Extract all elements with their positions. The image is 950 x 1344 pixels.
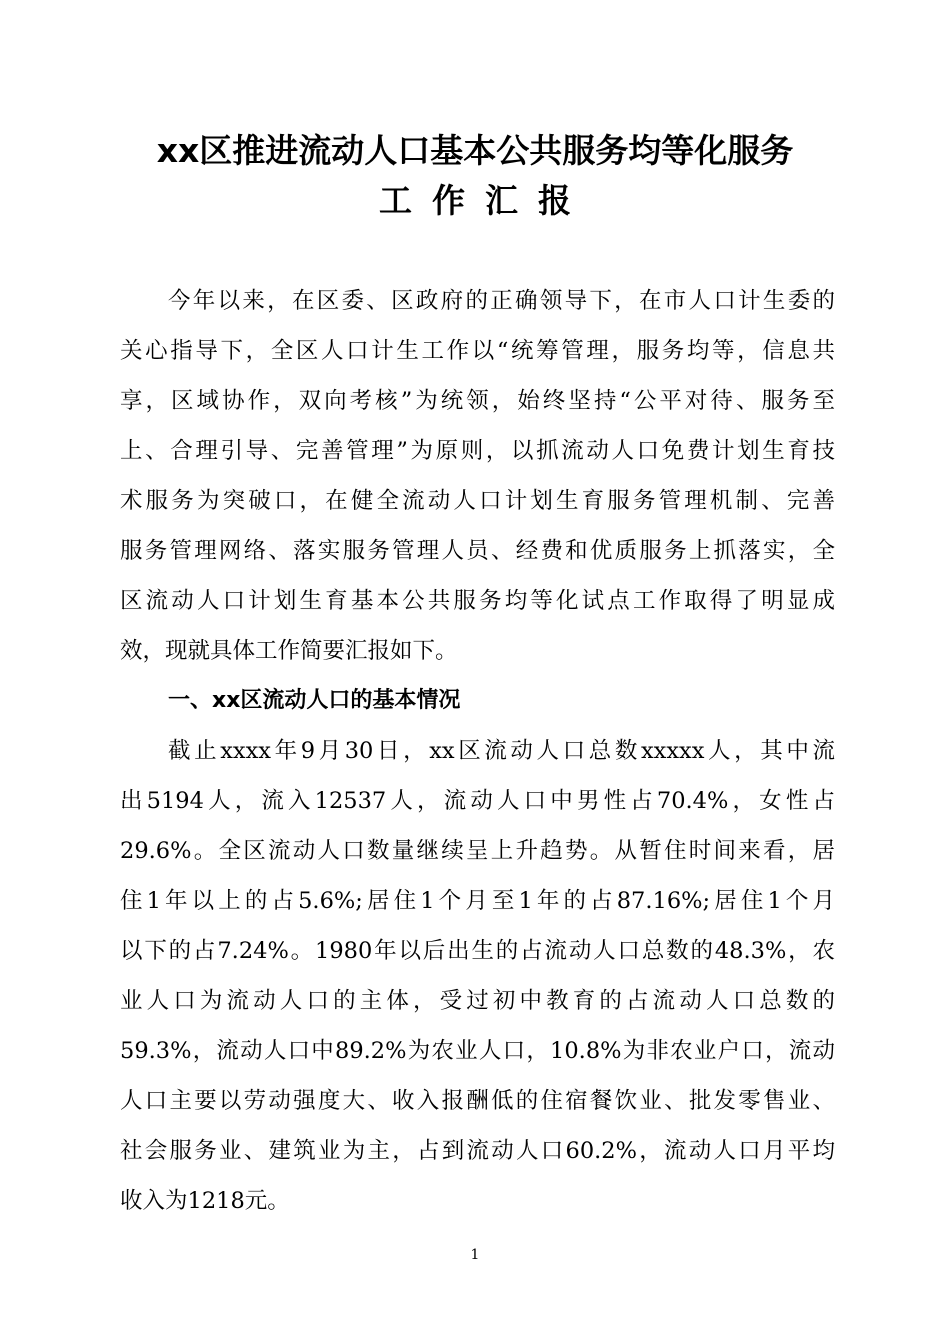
paragraph-line: 收入为1218元。 xyxy=(120,1188,290,1214)
paragraph-line: 29.6%。全区流动人口数量继续呈上升趋势。从暂住时间来看，居 xyxy=(120,838,835,864)
paragraph-line: 今年以来，在区委、区政府的正确领导下，在市人口计生委的 xyxy=(168,288,835,314)
paragraph-line: 业人口为流动人口的主体，受过初中教育的占流动人口总数的 xyxy=(120,988,835,1014)
page-number: 1 xyxy=(470,1247,480,1263)
paragraph-line: 人口主要以劳动强度大、收入报酬低的住宿餐饮业、批发零售业、 xyxy=(120,1088,835,1114)
paragraph-line: 区流动人口计划生育基本公共服务均等化试点工作取得了明显成 xyxy=(120,588,835,614)
paragraph-line: 上、合理引导、完善管理”为原则，以抓流动人口免费计划生育技 xyxy=(120,438,835,464)
paragraph-line: 术服务为突破口，在健全流动人口计划生育服务管理机制、完善 xyxy=(120,488,835,514)
document-title: xx区推进流动人口基本公共服务均等化服务 xyxy=(156,131,794,170)
paragraph-line: 出5194人，流入12537人，流动人口中男性占70.4%，女性占 xyxy=(120,788,835,814)
paragraph-line: 服务管理网络、落实服务管理人员、经费和优质服务上抓落实，全 xyxy=(120,538,835,564)
paragraph-line: 关心指导下，全区人口计生工作以“统筹管理，服务均等，信息共 xyxy=(120,338,835,364)
paragraph-line: 住1年以上的占5.6%;居住1个月至1年的占87.16%;居住1个月 xyxy=(120,888,835,914)
document-title-second-line: 工作汇报 xyxy=(379,181,591,220)
paragraph-line: 社会服务业、建筑业为主，占到流动人口60.2%，流动人口月平均 xyxy=(120,1138,835,1164)
paragraph-line: 截止xxxx年9月30日，xx区流动人口总数xxxxx人，其中流 xyxy=(168,738,835,764)
paragraph-line: 享，区域协作，双向考核”为统领，始终坚持“公平对待、服务至 xyxy=(120,388,835,414)
section-heading: 一、xx区流动人口的基本情况 xyxy=(168,688,461,713)
paragraph-line: 以下的占7.24%。1980年以后出生的占流动人口总数的48.3%，农 xyxy=(120,938,835,964)
paragraph-line: 59.3%，流动人口中89.2%为农业人口，10.8%为非农业户口，流动 xyxy=(120,1038,835,1064)
paragraph-line: 效，现就具体工作简要汇报如下。 xyxy=(120,638,458,664)
